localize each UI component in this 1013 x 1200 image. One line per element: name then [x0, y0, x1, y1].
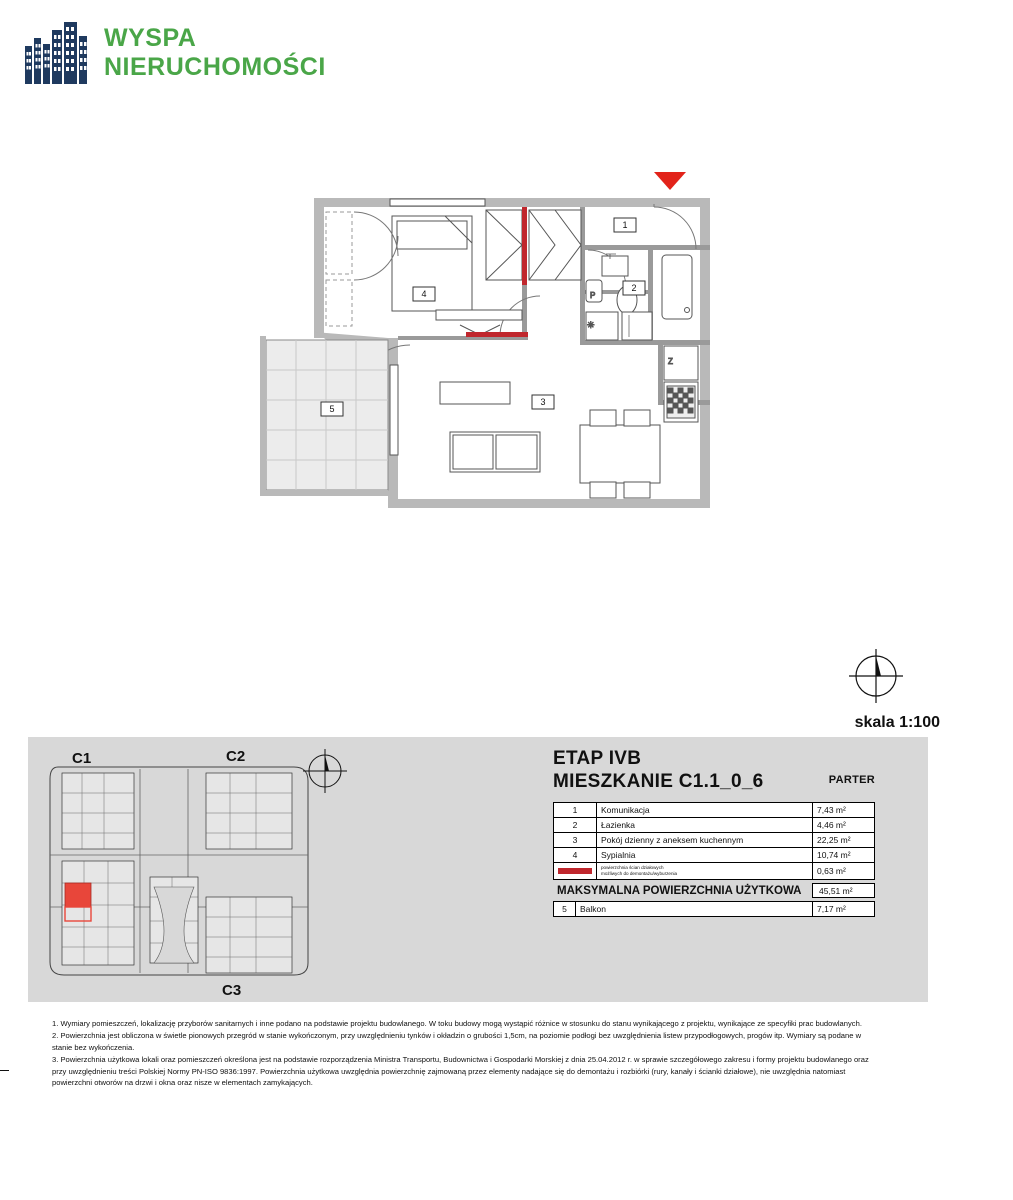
brand-line-1: WYSPA [104, 24, 197, 52]
balcony-number: 5 [554, 902, 576, 917]
room-number: 2 [554, 818, 597, 833]
room-name: Łazienka [597, 818, 813, 833]
keyplan-label-c1: C1 [72, 750, 92, 767]
svg-text:Z: Z [668, 357, 673, 366]
brand-logo [24, 22, 326, 84]
highlighted-apartment-marker [65, 883, 91, 907]
total-area-value: 45,51 m² [813, 884, 875, 898]
compass-north-icon [848, 648, 904, 704]
total-area-label: MAKSYMALNA POWIERZCHNIA UŻYTKOWA [557, 884, 802, 897]
svg-text:5: 5 [329, 404, 335, 414]
svg-text:1: 1 [622, 220, 628, 230]
svg-text:3: 3 [540, 397, 546, 407]
room-tag-2 [623, 281, 645, 295]
room-name: Pokój dzienny z aneksem kuchennym [597, 833, 813, 848]
building-logo-icon [24, 22, 88, 84]
keyplan-label-c3: C3 [222, 982, 242, 999]
total-area-row [553, 883, 875, 898]
room-name: Komunikacja [597, 803, 813, 818]
legend-line-1: powierzchnia ścian działowych [601, 865, 664, 870]
rooms-table [553, 802, 875, 880]
brand-line-2: NIERUCHOMOŚCI [104, 53, 326, 81]
room-tag-4 [413, 287, 435, 301]
footnote-1: 1. Wymiary pomieszczeń, lokalizację przyborów sanitarnych i inne podano na podstawie projektu budowlanego. W toku budowy mogą wystąpić różnice w stosunku do stanu wynikającego z projektu, wynikające ze specyfiki prac budowlanych. [52, 1019, 862, 1028]
table-row [554, 902, 875, 917]
svg-text:P: P [590, 291, 596, 300]
apartment-title: MIESZKANIE C1.1_0_6 [553, 771, 764, 792]
room-tag-5 [321, 402, 343, 416]
room-number: 4 [554, 848, 597, 863]
room-tag-1 [614, 218, 636, 232]
stage-title: ETAP IVB [553, 748, 642, 769]
footnotes [52, 1018, 882, 1089]
compass-north-icon-small [302, 748, 348, 794]
room-area: 22,25 m² [813, 833, 875, 848]
table-row [554, 833, 875, 848]
floor-plan-drawing [250, 160, 750, 530]
apartment-info-block [553, 748, 875, 917]
scale-label: skala 1:100 [854, 714, 940, 731]
table-row-legend [554, 863, 875, 880]
room-area: 7,43 m² [813, 803, 875, 818]
demolition-legend-swatch [554, 863, 597, 880]
brand-name [104, 24, 326, 82]
table-row [554, 848, 875, 863]
demolition-wall-marker [522, 207, 527, 285]
table-row [554, 803, 875, 818]
keyplan-label-c2: C2 [226, 748, 246, 765]
entrance-arrow-icon [654, 172, 686, 190]
room-number: 1 [554, 803, 597, 818]
legend-line-2: możliwych do demontażu/wyburzenia [601, 871, 678, 877]
room-area: 4,46 m² [813, 818, 875, 833]
balcony-table [553, 901, 875, 917]
demolition-legend-text [597, 863, 813, 880]
demolition-wall-marker-2 [466, 332, 528, 337]
balcony-name: Balkon [576, 902, 813, 917]
room-area: 10,74 m² [813, 848, 875, 863]
crop-mark [0, 1070, 9, 1071]
svg-text:2: 2 [631, 283, 637, 293]
room-name: Sypialnia [597, 848, 813, 863]
svg-text:4: 4 [421, 289, 427, 299]
footnote-3: 3. Powierzchnia użytkowa lokali oraz pomieszczeń określona jest na podstawie rozporządzenia Ministra Transportu, Budownictwa i Gospodarki Morskiej z dnia 25.04.2012 r. w sprawie szczegółowego zakresu i formy projektu budowlanego oraz przy uwzględnieniu treści Polskiej Normy PN-ISO 9836:1997. Powierzchnia użytkowa uwzględnia powierzchnię zajmowaną przez elementy nadające się do demontażu i rozbiórki (rury, kanały i ścianki działowe), nie uwzględnia natomiast powierzchni otworów na drzwi i okna oraz nisze w elementach zamykających. [52, 1055, 869, 1087]
table-row [554, 818, 875, 833]
demolition-legend-area: 0,63 m² [813, 863, 875, 880]
svg-text:✳: ✳ [587, 320, 595, 330]
room-tag-3 [532, 395, 554, 409]
footnote-2: 2. Powierzchnia jest obliczona w świetle pionowych przegród w stanie wykończonym, przy uwzględnieniu tynków i okładzin o grubości 1,5cm, na poziomie podłogi bez uwzględnienia listew przypodłogowych, progów itp. Wymiary są podane w stanie bez wykończenia. [52, 1031, 862, 1052]
balcony-area: 7,17 m² [813, 902, 875, 917]
floor-label: PARTER [828, 774, 875, 786]
room-number: 3 [554, 833, 597, 848]
